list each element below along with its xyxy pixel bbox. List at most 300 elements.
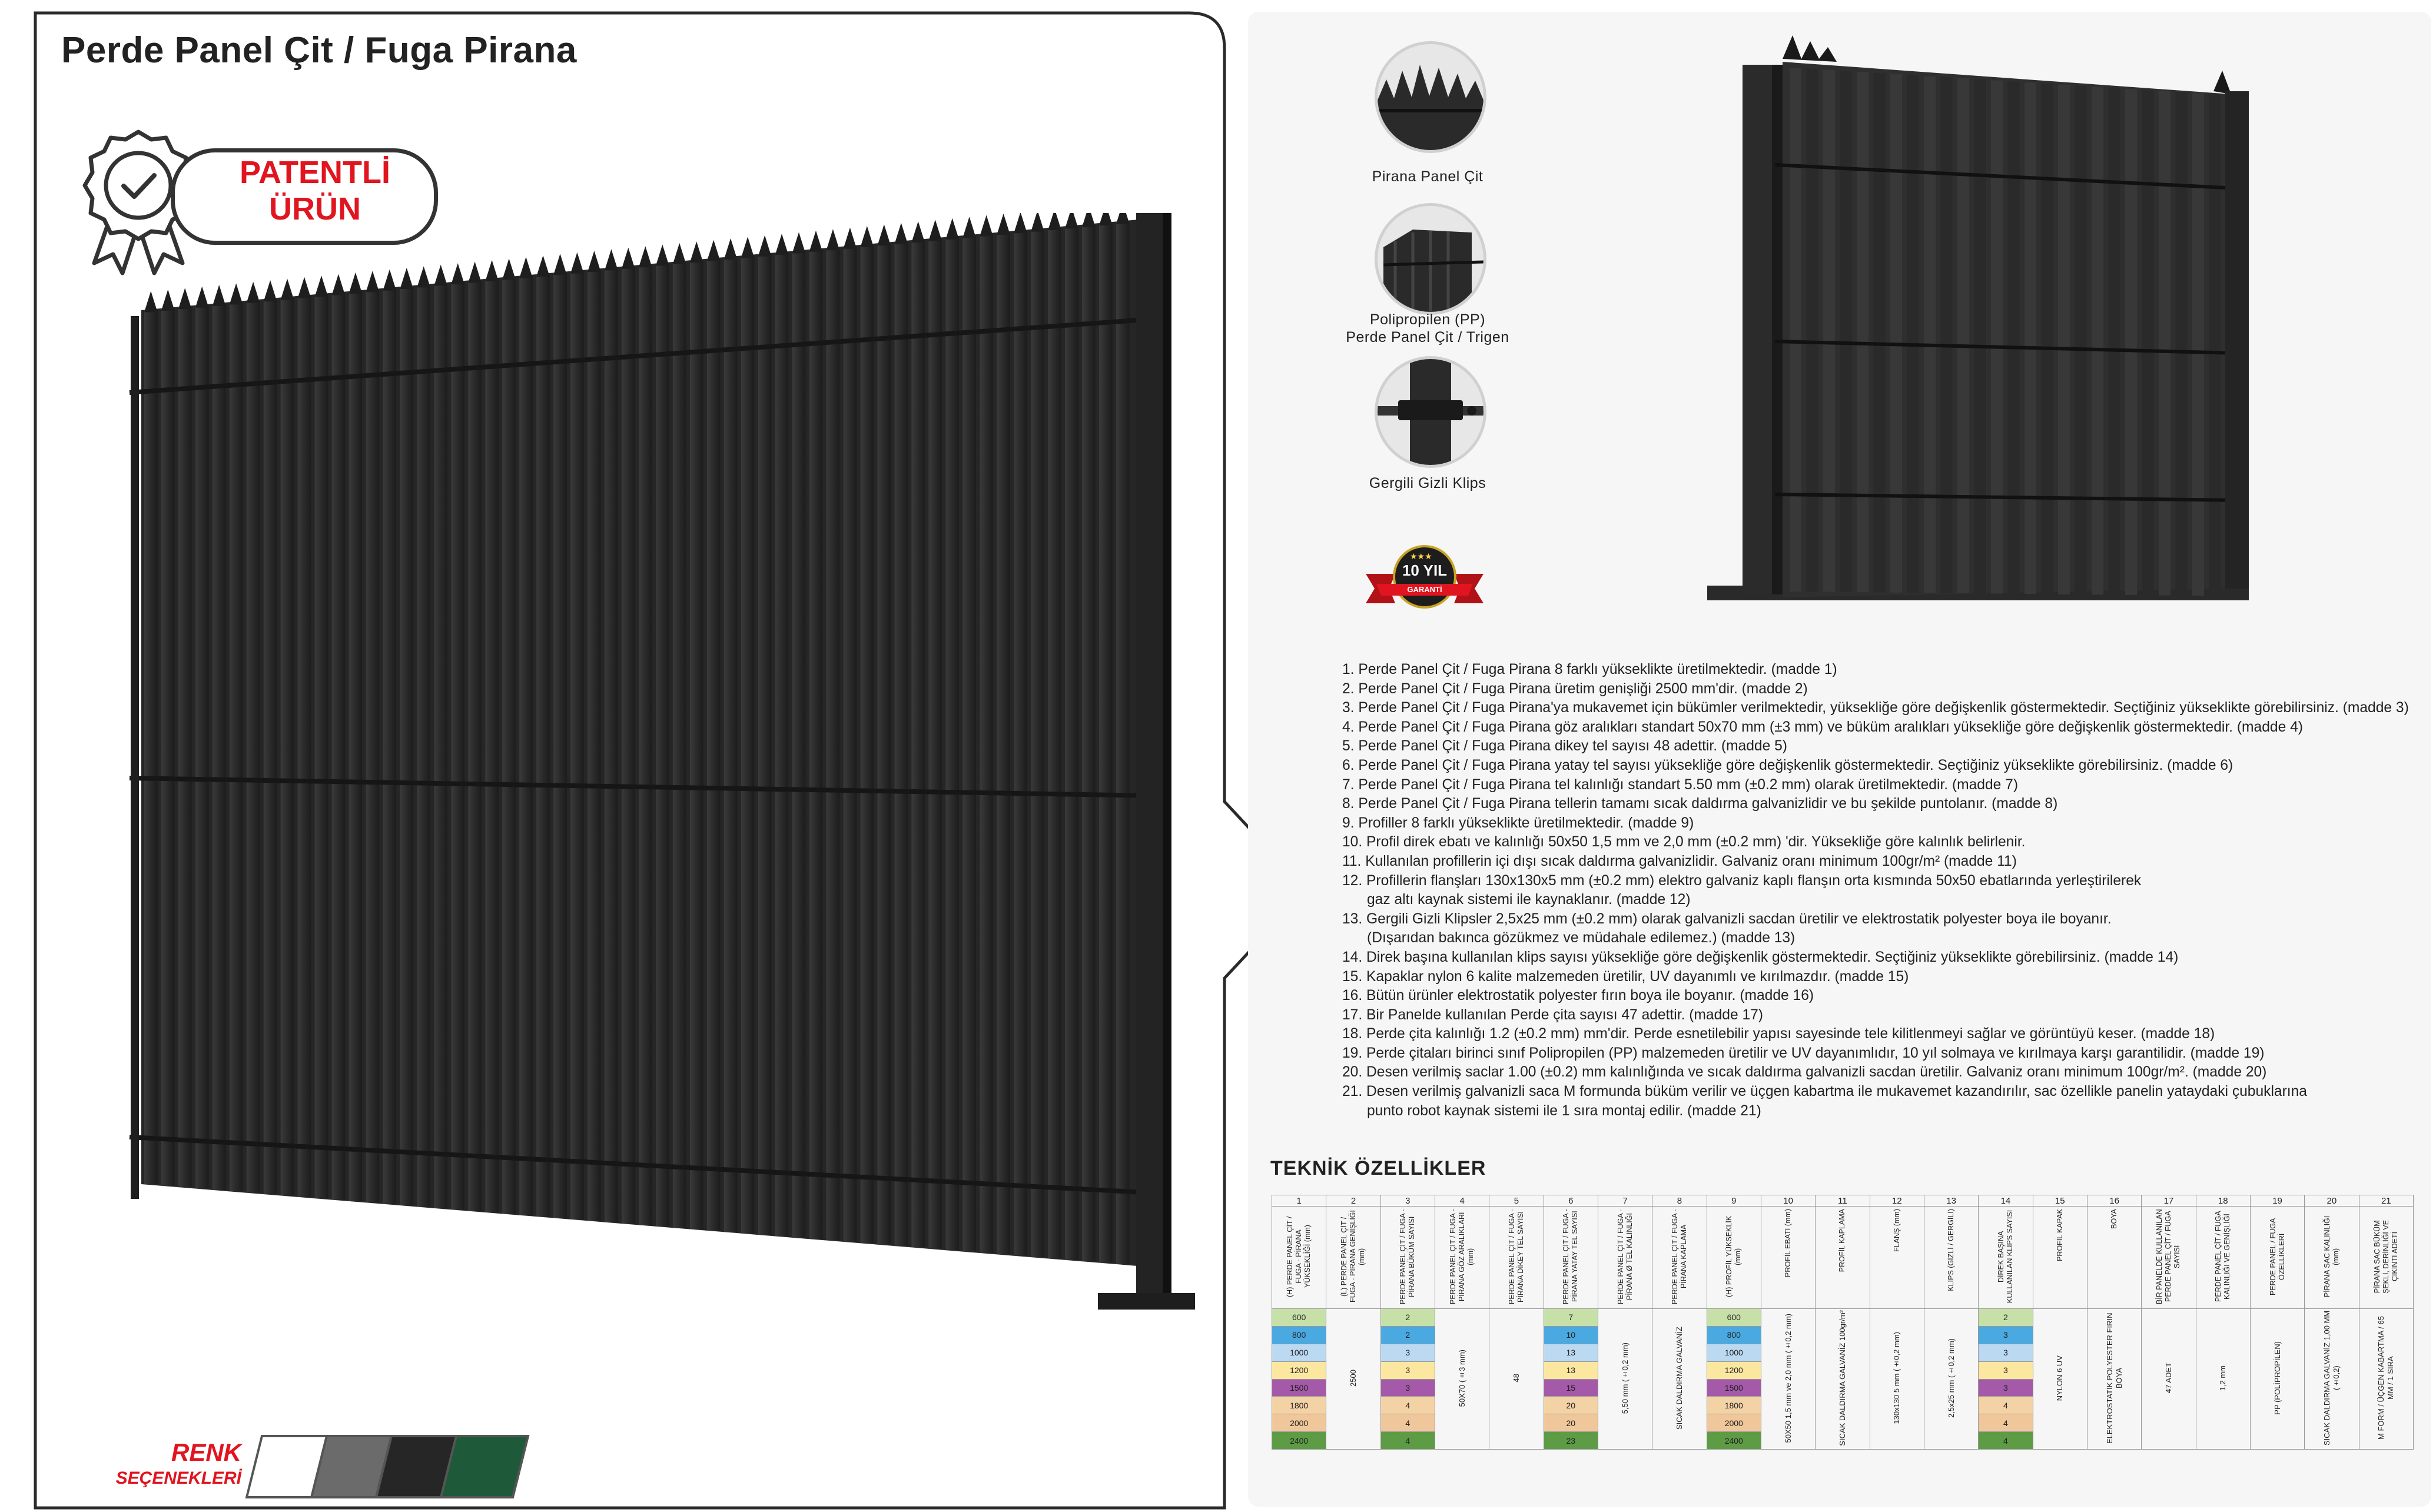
- photo-slat: [2008, 81, 2020, 594]
- fence-spike: [1099, 213, 1113, 225]
- spec-item: 11. Kullanılan profillerin içi dışı sıcak daldırma galvanizlidir. Galvaniz oranı minimum 100gr/m² (madde 11): [1342, 853, 2017, 869]
- fence-slat: [230, 302, 243, 1191]
- spec-item: 7. Perde Panel Çit / Fuga Pirana tel kalınlığı standart 5.50 mm (±0.2 mm) olarak üretilmektedir. (madde 7): [1342, 776, 2019, 793]
- fence-slat: [417, 285, 430, 1207]
- height-cell: 2000: [1272, 1414, 1326, 1432]
- warranty-seal-icon: [1360, 541, 1489, 618]
- spec-item: 10. Profil direk ebatı ve kalınlığı 50x50 1,5 mm ve 2,0 mm (±0.2 mm) 'dir. Yüksekliğe göre kalınlık belirlenir.: [1342, 834, 2026, 850]
- warranty-badge: [1360, 541, 1489, 618]
- merged-cell-text: PP (POLİPROPİLEN): [2272, 1341, 2282, 1415]
- pp-slat-icon: [1378, 206, 1483, 312]
- yatay-cell: 13: [1544, 1361, 1598, 1379]
- fence-slat: [195, 305, 209, 1189]
- fence-spike: [1014, 213, 1027, 233]
- fence-spike: [656, 245, 669, 266]
- photo-slat: [2209, 94, 2221, 596]
- fence-spike: [605, 249, 618, 270]
- col-header: [2087, 1207, 2141, 1309]
- fence-spike: [451, 263, 464, 284]
- fence-slat: [247, 301, 260, 1193]
- fence-spike: [366, 271, 380, 292]
- spec-item: 21. Desen verilmiş galvanizli saca M formunda büküm verilir ve üçgen kabartma ile mukavemet kazandırılır, sac özellikle panelin yataydaki çubuklarına: [1342, 1084, 2307, 1100]
- svg-text:★★★: ★★★: [1410, 552, 1432, 561]
- warranty-years: 10 YIL: [1402, 561, 1448, 579]
- spec-item-continued: punto robot kaynak sistemi ile 1 sıra montaj edilir. (madde 21): [1367, 1102, 1761, 1119]
- merged-cell-text: 130x130 5 mm (±0,2 mm): [1892, 1332, 1901, 1424]
- photo-slat: [1807, 69, 1818, 592]
- photo-slat: [1941, 77, 1953, 593]
- spec-item-continued: (Dışarıdan bakınca gözükmez ve müdahale edilemez.) (madde 13): [1367, 930, 1796, 946]
- fence-spike: [485, 260, 499, 281]
- merged-cell-text: SICAK DALDIRMA GALVANİZ 100gr/m²: [1837, 1310, 1847, 1446]
- col-header: [1816, 1207, 1870, 1309]
- fence-spike: [144, 291, 158, 313]
- photo-slat: [1924, 76, 1936, 593]
- photo-slat: [2109, 88, 2120, 595]
- fence-slat: [1065, 226, 1078, 1260]
- fence-spike: [1031, 213, 1044, 232]
- klips-cell: 4: [1979, 1414, 2033, 1432]
- klips-cell: 3: [1979, 1344, 2033, 1361]
- fence-spike: [400, 268, 414, 289]
- fence-spike: [639, 246, 652, 267]
- col-header: [2305, 1207, 2359, 1309]
- bukum-cell: 3: [1380, 1379, 1435, 1397]
- spec-item: 12. Profillerin flanşları 130x130x5 mm (±0.2 mm) elektro galvaniz kaplı flanşın orta kısmında 50x50 ebatlarında yerleştirilerek: [1342, 872, 2142, 889]
- fence-illustration: [118, 213, 1195, 1331]
- col-header-text: PERDE PANEL ÇİT / FUGA - PİRANA Ø TEL KALINLIĞI: [1616, 1209, 1634, 1304]
- col-number: 21: [2359, 1195, 2413, 1207]
- photo-slat: [1890, 74, 1902, 593]
- renk-line-2: SEÇENEKLERİ: [115, 1468, 241, 1488]
- pirana-spike-icon: [1378, 44, 1483, 150]
- fence-slat: [536, 274, 550, 1217]
- thumb-pirana-panel[interactable]: [1375, 41, 1486, 153]
- fence-spike: [1082, 213, 1096, 227]
- col-header-text: KLİPS (GİZLİ / GERGİLİ): [1947, 1209, 1956, 1291]
- photo-slat: [1991, 81, 2003, 594]
- bukum-cell: 3: [1380, 1344, 1435, 1361]
- merged-cell-text: M FORM / ÜÇGEN KABARTMA / 65 MM / 1 SIRA: [2377, 1316, 2395, 1440]
- col-number: 19: [2250, 1195, 2304, 1207]
- yatay-cell: 10: [1544, 1326, 1598, 1344]
- col-header-text: PERDE PANEL ÇİT / FUGA KALINLIĞI VE GENİŞLİĞİ: [2214, 1211, 2232, 1302]
- fence-slat: [332, 293, 346, 1200]
- fence-spike: [570, 252, 584, 274]
- col-header: [1870, 1207, 1924, 1309]
- fence-spike: [281, 279, 294, 300]
- col-number: 1: [1272, 1195, 1326, 1207]
- photo-slat: [2075, 86, 2087, 595]
- product-card: [35, 13, 1224, 1508]
- bukum-cell: 4: [1380, 1432, 1435, 1450]
- col-header-text: DİREK BAŞINA KULLANILAN KLİPS SAYISI: [1996, 1209, 2014, 1304]
- fence-slat: [792, 251, 806, 1238]
- klips-cell: 3: [1979, 1379, 2033, 1397]
- color-options: [82, 1431, 518, 1508]
- fence-spike: [792, 232, 806, 254]
- fence-slat: [1082, 225, 1096, 1262]
- spec-item: 1. Perde Panel Çit / Fuga Pirana 8 farklı yükseklikte üretilmektedir. (madde 1): [1342, 662, 1837, 677]
- merged-cell: [1598, 1309, 1652, 1450]
- col-number: 14: [1979, 1195, 2033, 1207]
- bukum-cell: 4: [1380, 1414, 1435, 1432]
- col-number: 12: [1870, 1195, 1924, 1207]
- fence-slat: [144, 310, 158, 1185]
- fence-spike: [195, 287, 209, 308]
- fence-slat: [673, 262, 686, 1228]
- spec-item: 6. Perde Panel Çit / Fuga Pirana yatay tel sayısı yüksekliğe göre değişkenlik göstermektedir. Seçtiğiniz yükseklikte görebilirsiniz. (madde 6): [1342, 757, 2233, 773]
- fence-slat: [315, 294, 328, 1198]
- fence-slat: [656, 264, 669, 1227]
- merged-cell: [1435, 1309, 1489, 1450]
- fence-slat: [451, 282, 464, 1209]
- col-header: [1979, 1207, 2033, 1309]
- fence-spike: [963, 217, 976, 238]
- col-header-text: PERDE PANEL / FUGA ÖZELLİKLERİ: [2268, 1218, 2286, 1295]
- yatay-cell: 15: [1544, 1379, 1598, 1397]
- spec-item: 8. Perde Panel Çit / Fuga Pirana tellerin tamamı sıcak daldırma galvanizlidir ve bu şekilde puntolanır. (madde 8): [1342, 796, 2058, 812]
- col-number: 15: [2033, 1195, 2087, 1207]
- yatay-cell: 7: [1544, 1309, 1598, 1327]
- merged-cell-text: 50X70 (±3 mm): [1457, 1349, 1466, 1407]
- profil-cell: 1500: [1707, 1379, 1761, 1397]
- fence-spike: [519, 257, 533, 278]
- fence-spike: [298, 277, 311, 298]
- page-title: Perde Panel Çit / Fuga Pirana: [61, 30, 577, 71]
- merged-cell-text: 1,2 mm: [2218, 1365, 2228, 1391]
- col-header-text: PROFİL KAPAK: [2055, 1209, 2064, 1261]
- col-header-text: PERDE PANEL ÇİT / FUGA - PİRANA YATAY TEL SAYISI: [1562, 1209, 1579, 1304]
- warranty-text: GARANTİ: [1407, 585, 1442, 594]
- fence-slat: [827, 248, 840, 1240]
- col-header: [1761, 1207, 1815, 1309]
- spec-item: 14. Direk başına kullanılan klips sayısı yüksekliğe göre değişkenlik göstermektedir. Seçtiğiniz yükseklikte görebilirsiniz. (madde 14): [1342, 949, 2179, 965]
- merged-cell: [2305, 1309, 2359, 1450]
- klips-cell: 4: [1979, 1397, 2033, 1414]
- bukum-cell: 2: [1380, 1309, 1435, 1327]
- fence-slat: [928, 238, 942, 1248]
- fence-slat: [434, 284, 447, 1208]
- col-header: [1272, 1207, 1326, 1309]
- fence-slat: [1031, 230, 1044, 1258]
- col-number: 8: [1652, 1195, 1707, 1207]
- col-header-text: PERDE PANEL ÇİT / FUGA - PİRANA BÜKÜM SAYISI: [1399, 1209, 1416, 1304]
- yatay-cell: 23: [1544, 1432, 1598, 1450]
- spec-item-continued: gaz altı kaynak sistemi ile kaynaklanır. (madde 12): [1367, 892, 1691, 908]
- fence-spike: [673, 243, 686, 264]
- fence-spike: [741, 237, 755, 258]
- bukum-cell: 2: [1380, 1326, 1435, 1344]
- photo-slat: [1840, 71, 1852, 592]
- col-header-text: PROFİL KAPLAMA: [1838, 1209, 1847, 1272]
- yatay-cell: 13: [1544, 1344, 1598, 1361]
- fence-spike: [758, 235, 772, 257]
- clip-icon: [1378, 359, 1483, 465]
- merged-cell-text: SICAK DALDIRMA GALVANİZ 1,00 MM (±0,2): [2322, 1310, 2341, 1446]
- tech-specs-table: [1272, 1195, 2414, 1450]
- merged-cell: [2142, 1309, 2196, 1450]
- fence-spike: [997, 214, 1010, 235]
- merged-cell: [2250, 1309, 2304, 1450]
- bukum-cell: 3: [1380, 1361, 1435, 1379]
- fence-slat: [622, 267, 635, 1224]
- col-header: [2250, 1207, 2304, 1309]
- klips-cell: 2: [1979, 1309, 2033, 1327]
- col-header: [2196, 1207, 2250, 1309]
- photo-slat: [2092, 87, 2103, 594]
- fence-slat: [1099, 223, 1113, 1263]
- col-header: [1924, 1207, 1978, 1309]
- thumb-pp-panel[interactable]: [1375, 203, 1486, 315]
- yatay-cell: 20: [1544, 1397, 1598, 1414]
- photo-slat: [2025, 82, 2036, 594]
- badge-line-2: ÜRÜN: [269, 191, 361, 227]
- fence-slat: [895, 242, 908, 1246]
- col-header-text: BİR PANELDE KULLANILAN PERDE PANEL ÇİT / FUGA SAYISI: [2155, 1209, 2182, 1304]
- merged-cell-text: 2,5x25 mm (±0,2 mm): [1946, 1338, 1956, 1418]
- merged-cell-text: 47 ADET: [2163, 1363, 2173, 1394]
- col-number: 11: [1816, 1195, 1870, 1207]
- fence-spike: [264, 280, 277, 301]
- col-header-text: PERDE PANEL ÇİT / FUGA - PİRANA DİKEY TEL SAYISI: [1507, 1209, 1525, 1304]
- col-header: [1380, 1207, 1435, 1309]
- height-cell: 2400: [1272, 1432, 1326, 1450]
- fence-spike: [417, 266, 430, 287]
- color-options-label: [82, 1438, 241, 1490]
- merged-cell: [2033, 1309, 2087, 1450]
- col-header: [2142, 1207, 2196, 1309]
- fence-slat: [383, 288, 397, 1204]
- yatay-cell: 20: [1544, 1414, 1598, 1432]
- fence-slat: [281, 298, 294, 1196]
- thumb-label-pp: [1322, 311, 1534, 346]
- fence-spike: [707, 240, 721, 261]
- fence-slat: [366, 290, 380, 1202]
- col-number: 4: [1435, 1195, 1489, 1207]
- fence-slat: [980, 234, 993, 1253]
- fence-spike: [911, 221, 925, 242]
- spec-list: [1342, 660, 2436, 1121]
- fence-slat: [758, 254, 772, 1235]
- height-cell: 1200: [1272, 1361, 1326, 1379]
- spec-item: 18. Perde çita kalınlığı 1.2 (±0.2 mm) mm'dir. Perde esnetilebilir yapısı sayesinde tele kilitlenmeyi sağlar ve görüntüyü keser. (madde 18): [1342, 1026, 2215, 1042]
- renk-line-1: RENK: [171, 1438, 241, 1466]
- photo-slat: [2058, 85, 2070, 594]
- photo-slat: [1907, 75, 1919, 593]
- fence-slat: [775, 252, 789, 1236]
- fence-spike: [622, 248, 635, 269]
- profil-cell: 2000: [1707, 1414, 1761, 1432]
- fence-slat: [809, 250, 823, 1239]
- col-number: 6: [1544, 1195, 1598, 1207]
- merged-cell: [1870, 1309, 1924, 1450]
- fence-spike: [383, 270, 397, 291]
- fence-spike: [895, 223, 908, 244]
- photo-slat: [2142, 90, 2154, 596]
- fence-spike: [588, 251, 601, 272]
- col-number: 9: [1707, 1195, 1761, 1207]
- fence-spike: [724, 238, 738, 260]
- profil-cell: 600: [1707, 1309, 1761, 1327]
- col-header: [2359, 1207, 2413, 1309]
- fence-slat: [963, 235, 976, 1251]
- merged-cell-text: SICAK DALDIRMA GALVANİZ: [1674, 1326, 1684, 1430]
- thumb-clip[interactable]: [1375, 356, 1486, 468]
- fence-slat: [605, 268, 618, 1222]
- merged-cell-text: 50X50 1,5 mm ve 2,0 mm (±0,2 mm): [1783, 1313, 1793, 1443]
- col-header-text: BOYA: [2110, 1209, 2119, 1229]
- fence-slat: [570, 271, 584, 1219]
- fence-spike: [861, 226, 874, 247]
- merged-cell-text: 5,50 mm (±0,2 mm): [1620, 1342, 1629, 1414]
- height-cell: 1800: [1272, 1397, 1326, 1414]
- spec-item: 16. Bütün ürünler elektrostatik polyester fırın boya ile boyanır. (madde 16): [1342, 988, 1814, 1004]
- col-number: 18: [2196, 1195, 2250, 1207]
- tech-specs-title: TEKNİK ÖZELLİKLER: [1270, 1157, 1486, 1179]
- fence-spike: [213, 285, 226, 306]
- fence-slat: [997, 232, 1010, 1254]
- fence-slat: [349, 291, 363, 1201]
- height-cell: 1000: [1272, 1344, 1326, 1361]
- merged-cell: [2087, 1309, 2141, 1450]
- col-header: [1326, 1207, 1380, 1309]
- thumb-label-line: Pirana Panel Çit: [1372, 168, 1483, 185]
- spec-item: 2. Perde Panel Çit / Fuga Pirana üretim genişliği 2500 mm'dir. (madde 2): [1342, 680, 1808, 697]
- fence-spike: [247, 282, 260, 303]
- merged-cell-text: 2500: [1348, 1370, 1358, 1387]
- col-header-text: PERDE PANEL ÇİT / FUGA - PİRANA KAPLAMA: [1670, 1209, 1688, 1304]
- thumb-label-line: Gergili Gizli Klips: [1369, 475, 1486, 491]
- col-header-text: PROFİL EBATI (mm): [1784, 1209, 1793, 1277]
- spec-item: 20. Desen verilmiş saclar 1.00 (±0.2) mm kalınlığında ve sıcak daldırma galvanizli sacdan üretilir. Galvaniz oranı minimum 100gr/m². (madde 20): [1342, 1064, 2267, 1081]
- col-number: 5: [1489, 1195, 1544, 1207]
- col-header-text: (H) PROFİL YÜKSEKLİK (mm): [1725, 1215, 1743, 1298]
- merged-cell-text: NYLON 6 UV: [2055, 1355, 2065, 1401]
- photo-slat: [2042, 84, 2053, 594]
- spec-item: 15. Kapaklar nylon 6 kalite malzemeden üretilir, UV dayanımlı ve kırılmazdır. (madde 15): [1342, 968, 1909, 985]
- fence-slat: [707, 259, 721, 1231]
- merged-cell-text: ELEKTROSTATİK POLYESTER FIRIN BOYA: [2105, 1312, 2123, 1444]
- spec-item: 4. Perde Panel Çit / Fuga Pirana göz aralıkları standart 50x70 mm (±3 mm) ve büküm aralıkları yüksekliğe göre değişkenlik göstermektedir. (madde 4): [1342, 719, 2303, 735]
- fence-spike: [878, 224, 891, 245]
- col-header: [1435, 1207, 1489, 1309]
- fence-spike: [827, 229, 840, 250]
- fence-spike: [928, 220, 942, 241]
- klips-cell: 3: [1979, 1361, 2033, 1379]
- spec-item: 3. Perde Panel Çit / Fuga Pirana'ya mukavemet için bükümler verilmektedir, yüksekliğe göre değişkenlik göstermektedir. Seçtiğiniz yükseklikte görebilirsiniz. (madde 3): [1342, 700, 2409, 716]
- fence-slat: [1014, 231, 1027, 1256]
- fence-spike: [502, 258, 516, 280]
- fence-slat: [264, 299, 277, 1194]
- spec-item: 17. Bir Panelde kullanılan Perde çita sayısı 47 adettir. (madde 17): [1342, 1006, 1763, 1023]
- photo-slat: [2125, 89, 2137, 595]
- col-number: 13: [1924, 1195, 1978, 1207]
- photo-slat: [1974, 79, 1986, 594]
- fence-spike: [1065, 213, 1078, 228]
- col-header: [2033, 1207, 2087, 1309]
- merged-cell: [1761, 1309, 1815, 1450]
- fence-spike: [349, 273, 363, 294]
- merged-cell: [1489, 1309, 1544, 1450]
- merged-cell: [2359, 1309, 2413, 1450]
- merged-cell: [2196, 1309, 2250, 1450]
- profil-cell: 1200: [1707, 1361, 1761, 1379]
- col-number: 3: [1380, 1195, 1435, 1207]
- fence-slat: [690, 260, 703, 1229]
- fence-spike: [315, 275, 328, 297]
- col-number: 20: [2305, 1195, 2359, 1207]
- profil-cell: 2400: [1707, 1432, 1761, 1450]
- col-header-text: PİRANA SAC KALINLIĞI (mm): [2322, 1215, 2340, 1298]
- fence-spike: [161, 290, 175, 311]
- fence-slat: [400, 287, 414, 1205]
- profil-cell: 1000: [1707, 1344, 1761, 1361]
- col-header-text: PERDE PANEL ÇİT / FUGA - PİRANA GÖZ ARALIKLARI (mm): [1449, 1209, 1475, 1304]
- col-header-text: FLANŞ (mm): [1892, 1209, 1901, 1252]
- photo-slat: [1790, 68, 1801, 591]
- fence-slat: [178, 307, 192, 1187]
- fence-spike: [230, 283, 243, 304]
- bukum-cell: 4: [1380, 1397, 1435, 1414]
- spec-item: 5. Perde Panel Çit / Fuga Pirana dikey tel sayısı 48 adettir. (madde 5): [1342, 738, 1787, 755]
- height-cell: 600: [1272, 1309, 1326, 1327]
- fence-spike: [553, 254, 567, 275]
- thumb-label-clip: [1322, 474, 1534, 492]
- color-swatch-green[interactable]: [440, 1435, 530, 1498]
- fence-slat: [468, 281, 482, 1211]
- col-number: 16: [2087, 1195, 2141, 1207]
- fence-slat: [639, 265, 652, 1225]
- spec-item: 13. Gergili Gizli Klipsler 2,5x25 mm (±0.2 mm) olarak galvanizli sacdan üretilir ve elektrostatik polyester boya ile boyanır.: [1342, 910, 2112, 927]
- photo-slat: [2192, 93, 2204, 596]
- merged-cell: [1652, 1309, 1707, 1450]
- col-header: [1598, 1207, 1652, 1309]
- fence-spike: [468, 262, 482, 283]
- col-header: [1652, 1207, 1707, 1309]
- thumb-label-line: Polipropilen (PP): [1369, 311, 1486, 328]
- col-header-text: PİRANA SAC BÜKÜM ŞEKLİ, DERİNLİĞİ VE ÇIKINTI ADETİ: [2372, 1219, 2399, 1294]
- klips-cell: 3: [1979, 1326, 2033, 1344]
- photo-slat: [1823, 70, 1835, 592]
- fence-slat: [553, 273, 567, 1218]
- fence-slat: [519, 276, 533, 1215]
- fence-spike: [690, 241, 703, 262]
- fence-spike: [178, 288, 192, 309]
- spec-item: 19. Perde çitaları birinci sınıf Polipropilen (PP) malzemeden üretilir ve UV dayanımlıdır, 10 yıl solmaya ve kırılmaya karşı garantilidir. (madde 19): [1342, 1045, 2265, 1061]
- fence-spike: [536, 255, 550, 277]
- fence-slat: [298, 296, 311, 1197]
- col-header: [1489, 1207, 1544, 1309]
- merged-cell: [1816, 1309, 1870, 1450]
- fence-spike: [980, 215, 993, 237]
- fence-slat: [911, 240, 925, 1247]
- merged-cell: [1326, 1309, 1380, 1450]
- fence-slat: [1048, 228, 1061, 1259]
- fence-spike: [775, 234, 789, 255]
- col-number: 10: [1761, 1195, 1815, 1207]
- fence-slat: [878, 243, 891, 1244]
- fence-slat: [213, 304, 226, 1190]
- photo-slat: [1874, 73, 1886, 593]
- fence-slat: [945, 237, 959, 1250]
- col-number: 2: [1326, 1195, 1380, 1207]
- klips-cell: 4: [1979, 1432, 2033, 1450]
- thumb-label-pirana: [1322, 168, 1534, 185]
- profil-cell: 1800: [1707, 1397, 1761, 1414]
- col-header-text: (H) PERDE PANEL ÇİT / FUGA - PİRANA YÜKSEKLİĞİ (mm): [1286, 1216, 1312, 1297]
- fence-spike: [1116, 213, 1130, 224]
